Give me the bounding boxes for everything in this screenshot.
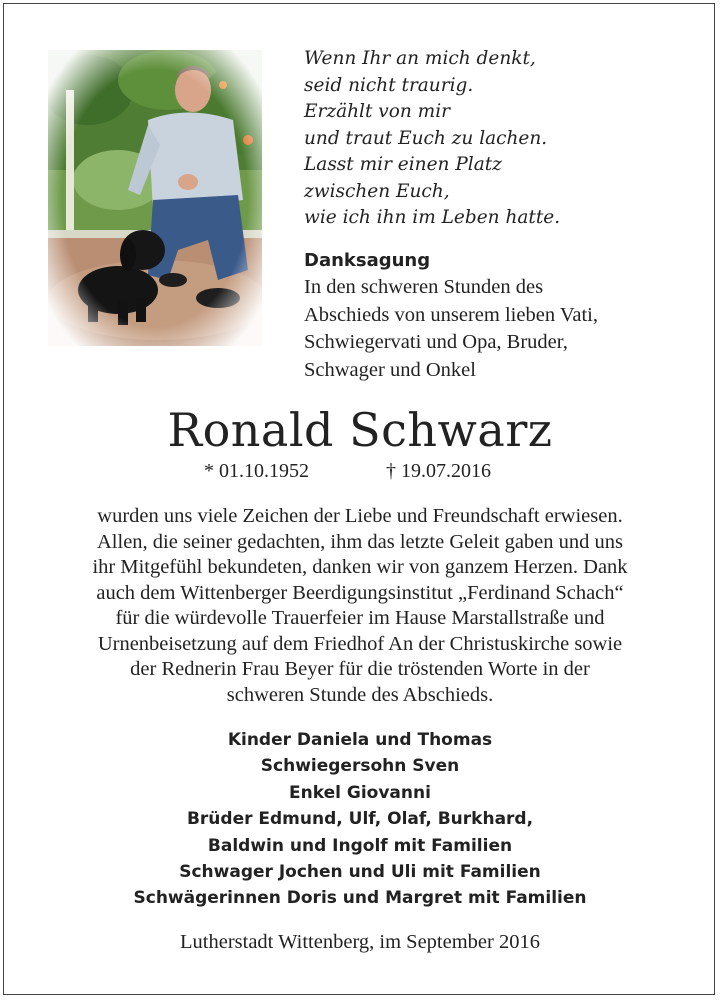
body-line: Urnenbeisetzung auf dem Friedhof An der Christuskirche sowie (97, 632, 623, 655)
poem-line: zwischen Euch, (304, 180, 450, 202)
signer-line: Enkel Giovanni (289, 782, 431, 803)
signer-line: Schwager Jochen und Uli mit Familien (179, 862, 541, 883)
portrait-photo (48, 50, 262, 346)
poem-line: Wenn Ihr an mich denkt, (304, 48, 536, 69)
body-line: auch dem Wittenberger Beerdigungsinstitut „Ferdinand Schach“ (96, 581, 624, 604)
thanks-text (304, 274, 704, 384)
signer-line: Brüder Edmund, Ulf, Olaf, Burkhard, (186, 809, 534, 830)
thanks-line: Schwager und Onkel (304, 358, 476, 381)
body-line: Allen, die seiner gedachten, ihm das letzte Geleit gaben und uns (97, 530, 623, 553)
signer-line: Baldwin und Ingolf mit Familien (207, 835, 513, 856)
thanks-line: Abschieds von unserem lieben Vati, (304, 303, 598, 326)
poem-line: Lasst mir einen Platz (304, 154, 502, 175)
birth-date: * 01.10.1952 (204, 460, 309, 482)
thanks-body (0, 504, 720, 708)
body-line: wurden uns viele Zeichen der Liebe und Freundschaft erwiesen. (97, 505, 623, 527)
thanks-line: Schwiegervati und Opa, Bruder, (304, 331, 568, 353)
signers-list (0, 727, 720, 912)
body-line: schweren Stunde des Abschieds. (226, 683, 494, 706)
deceased-name: Ronald Schwarz (167, 403, 553, 457)
poem-line: wie ich ihn im Leben hatte. (304, 207, 561, 228)
poem-line: Erzählt von mir (304, 101, 450, 122)
thanks-heading: Danksagung (304, 250, 431, 271)
poem (304, 46, 704, 232)
signer-line: Schwägerinnen Doris und Margret mit Familien (133, 888, 587, 909)
place-and-date: Lutherstadt Wittenberg, im September 2016 (180, 931, 540, 953)
poem-line: seid nicht traurig. (304, 74, 474, 96)
signer-line: Schwiegersohn Sven (260, 756, 460, 777)
body-line: für die würdevolle Trauerfeier im Hause Marstallstraße und (115, 607, 605, 629)
signer-line: Kinder Daniela und Thomas (227, 730, 493, 750)
body-line: der Rednerin Frau Beyer für die tröstenden Worte in der (130, 658, 590, 680)
body-line: ihr Mitgefühl bekundeten, danken wir von ganzem Herzen. Dank (92, 556, 628, 578)
thanks-line: In den schweren Stunden des (304, 276, 544, 298)
poem-line: und traut Euch zu lachen. (304, 127, 548, 149)
death-date: † 19.07.2016 (386, 460, 491, 482)
